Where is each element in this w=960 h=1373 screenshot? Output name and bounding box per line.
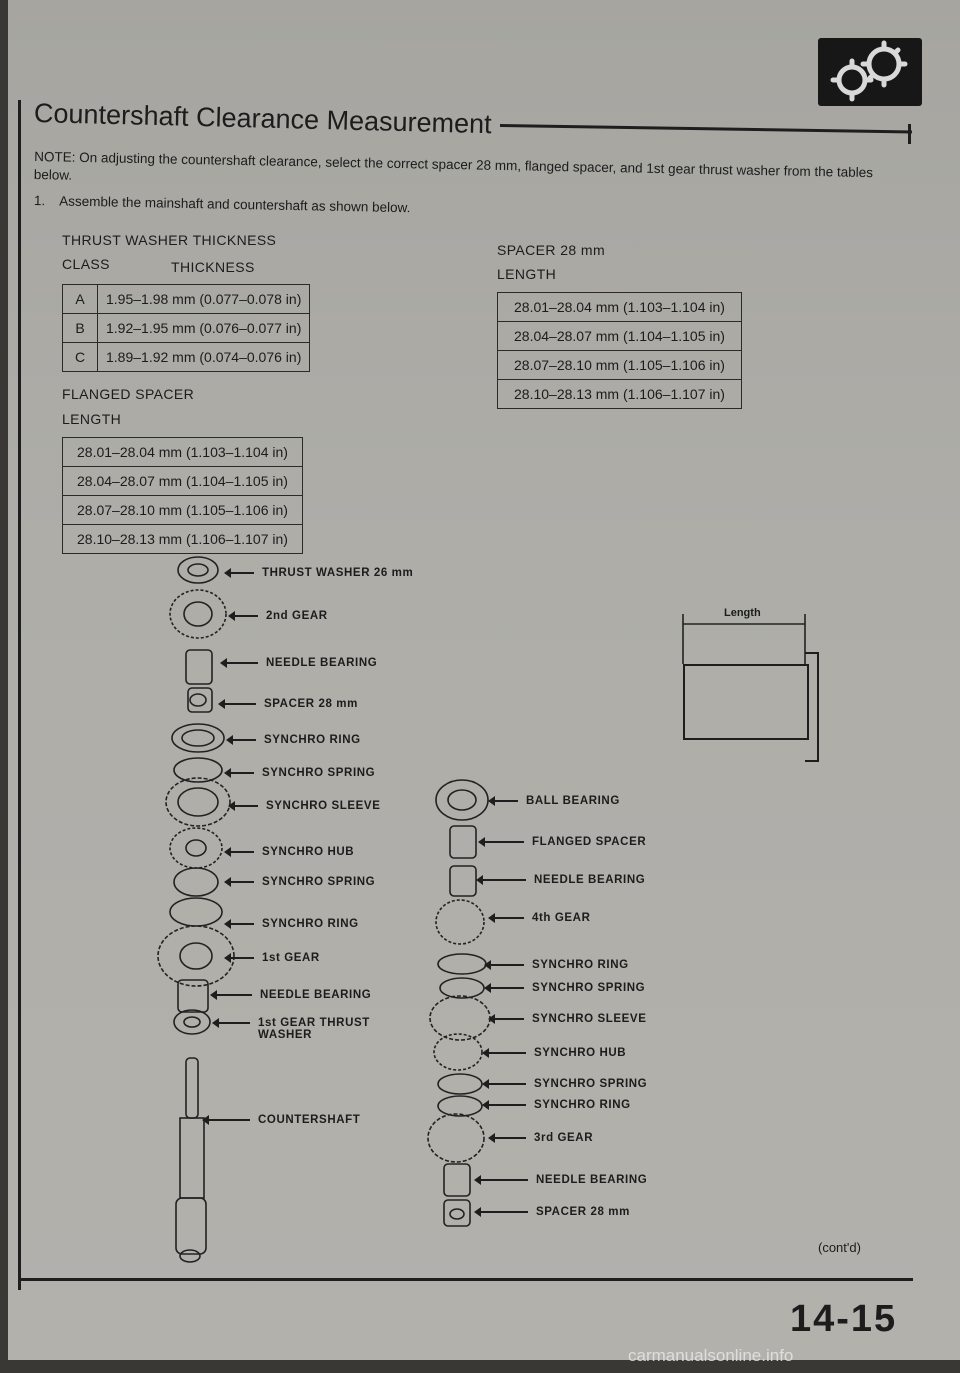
callout-synchro-hub: SYNCHRO HUB (226, 846, 354, 858)
length-cell: 28.10–28.13 mm (1.106–1.107 in) (63, 525, 303, 554)
flanged-spacer-body (683, 664, 809, 740)
page-number: 14-15 (790, 1298, 898, 1340)
callout-thrust-washer-26: THRUST WASHER 26 mm (226, 567, 413, 579)
callout-synchro-spring: SYNCHRO SPRING (226, 767, 375, 779)
flanged-spacer-title: FLANGED SPACER (62, 386, 195, 402)
thrust-washer-title: THRUST WASHER THICKNESS (62, 232, 277, 248)
callout-1st-gear-thrust-washer: 1st GEAR THRUST WASHER (214, 1017, 388, 1041)
callout-needle-bearing-4: NEEDLE BEARING (476, 1174, 647, 1186)
note-text: NOTE: On adjusting the countershaft clearance, select the correct spacer 28 mm, flanged spacer, and 1st gear thrust washer from the tables below. (33, 149, 874, 183)
watermark: carmanualsonline.info (628, 1346, 794, 1365)
spacer28-subtitle: LENGTH (497, 266, 557, 282)
callout-synchro-spring-2: SYNCHRO SPRING (226, 876, 375, 888)
callout-synchro-spring-3: SYNCHRO SPRING (486, 982, 645, 994)
flanged-spacer-flange (805, 652, 819, 762)
callout-synchro-ring-4: SYNCHRO RING (484, 1099, 631, 1111)
length-cell: 28.01–28.04 mm (1.103–1.104 in) (498, 293, 742, 322)
callout-synchro-sleeve: SYNCHRO SLEEVE (230, 800, 380, 812)
class-cell: A (63, 285, 98, 314)
class-cell: C (63, 343, 98, 372)
callout-3rd-gear: 3rd GEAR (490, 1132, 593, 1144)
callout-synchro-spring-4: SYNCHRO SPRING (484, 1078, 647, 1090)
flanged-spacer-subtitle: LENGTH (62, 411, 122, 427)
length-cell: 28.07–28.10 mm (1.105–1.106 in) (63, 496, 303, 525)
callout-synchro-sleeve-2: SYNCHRO SLEEVE (490, 1013, 646, 1025)
callout-synchro-ring: SYNCHRO RING (228, 734, 361, 746)
callout-countershaft: COUNTERSHAFT (204, 1114, 360, 1126)
callout-spacer-28-2: SPACER 28 mm (476, 1206, 630, 1218)
callout-1st-gear: 1st GEAR (226, 952, 320, 964)
step-number: 1. (33, 193, 46, 209)
callout-4th-gear: 4th GEAR (490, 912, 590, 924)
callout-synchro-hub-2: SYNCHRO HUB (484, 1047, 626, 1059)
callout-spacer-28: SPACER 28 mm (220, 698, 358, 710)
length-dimension-label: Length (724, 607, 761, 619)
callout-needle-bearing-3: NEEDLE BEARING (478, 874, 645, 886)
length-cell: 28.01–28.04 mm (1.103–1.104 in) (63, 438, 303, 467)
thickness-cell: 1.89–1.92 mm (0.074–0.076 in) (98, 343, 310, 372)
callout-needle-bearing-2: NEEDLE BEARING (212, 989, 371, 1001)
thrust-washer-col-thickness: THICKNESS (171, 259, 255, 275)
class-cell: B (63, 314, 98, 343)
callout-2nd-gear: 2nd GEAR (230, 610, 328, 622)
callout-flanged-spacer: FLANGED SPACER (480, 836, 646, 848)
length-cell: 28.07–28.10 mm (1.105–1.106 in) (498, 351, 742, 380)
continued-label: (cont'd) (818, 1240, 861, 1255)
step-text: Assemble the mainshaft and countershaft as shown below. (59, 193, 411, 216)
spacer28-title: SPACER 28 mm (497, 242, 606, 258)
callout-ball-bearing: BALL BEARING (490, 795, 620, 807)
thickness-cell: 1.92–1.95 mm (0.076–0.077 in) (98, 314, 310, 343)
length-cell: 28.04–28.07 mm (1.104–1.105 in) (498, 322, 742, 351)
callout-synchro-ring-2: SYNCHRO RING (226, 918, 359, 930)
length-cell: 28.10–28.13 mm (1.106–1.107 in) (498, 380, 742, 409)
thickness-cell: 1.95–1.98 mm (0.077–0.078 in) (98, 285, 310, 314)
page-title: Countershaft Clearance Measurement (33, 98, 492, 140)
thrust-washer-col-class: CLASS (62, 256, 110, 272)
callout-needle-bearing: NEEDLE BEARING (222, 657, 377, 669)
callout-synchro-ring-3: SYNCHRO RING (486, 959, 629, 971)
length-cell: 28.04–28.07 mm (1.104–1.105 in) (63, 467, 303, 496)
